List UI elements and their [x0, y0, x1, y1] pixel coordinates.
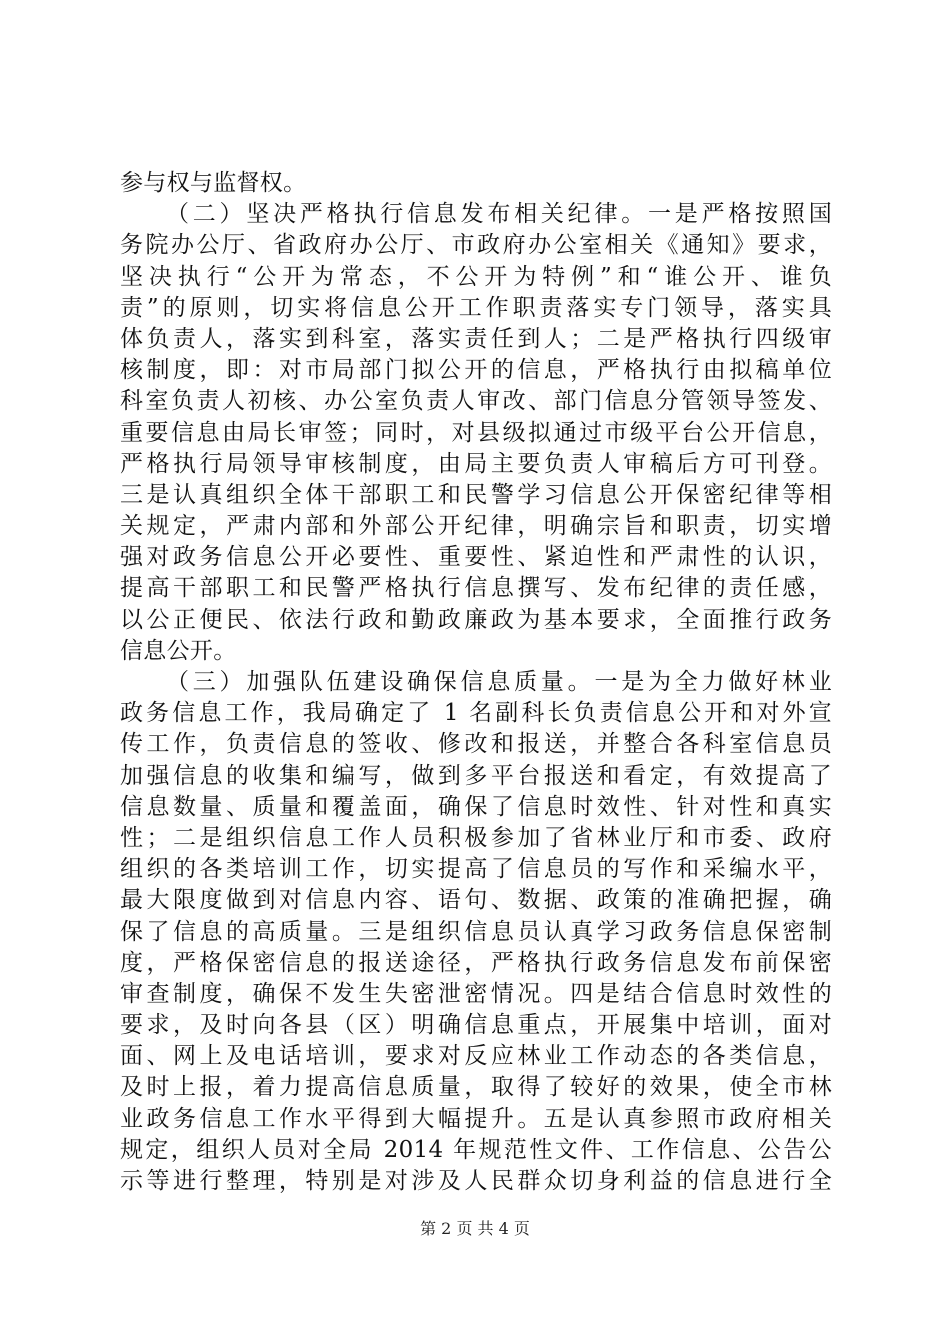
text-line: 体负责人，落实到科室，落实责任到人；二是严格执行四级审: [120, 325, 832, 352]
text-line: 加强信息的收集和编写，做到多平台报送和看定，有效提高了: [120, 762, 832, 789]
text-line: 最大限度做到对信息内容、语句、数据、政策的准确把握，确: [120, 887, 832, 914]
text-line: 重要信息由局长审签；同时，对县级拟通过市级平台公开信息，: [120, 419, 832, 446]
text-line: 要求，及时向各县（区）明确信息重点，开展集中培训，面对: [120, 1012, 832, 1039]
text-line: 参与权与监督权。: [120, 170, 307, 196]
text-line: 传工作，负责信息的签收、修改和报送，并整合各科室信息员: [120, 731, 832, 758]
page-number-label: 第 2 页 共 4 页: [420, 1219, 530, 1238]
text-line: 信息公开。: [120, 637, 237, 664]
text-line: （二）坚决严格执行信息发布相关纪律。一是严格按照国: [166, 201, 832, 228]
text-line: 规定，组织人员对全局 2014 年规范性文件、工作信息、公告公: [120, 1136, 832, 1163]
document-body: [120, 168, 832, 1197]
text-line: 信息数量、质量和覆盖面，确保了信息时效性、针对性和真实: [120, 793, 832, 820]
text-line: 科室负责人初核、办公室负责人审改、部门信息分管领导签发、: [120, 388, 832, 415]
text-line: 三是认真组织全体干部职工和民警学习信息公开保密纪律等相: [120, 481, 832, 508]
text-line: 保了信息的高质量。三是组织信息员认真学习政务信息保密制: [120, 918, 832, 945]
text-line: 示等进行整理，特别是对涉及人民群众切身利益的信息进行全: [120, 1168, 832, 1194]
text-line: 政务信息工作，我局确定了 1 名副科长负责信息公开和对外宣: [120, 700, 832, 727]
text-line: 审查制度，确保不发生失密泄密情况。四是结合信息时效性的: [120, 980, 832, 1007]
text-line: 提高干部职工和民警严格执行信息撰写、发布纪律的责任感，: [120, 575, 832, 602]
text-line: 面、网上及电话培训，要求对反应林业工作动态的各类信息，: [120, 1043, 832, 1070]
text-line: 核制度，即：对市局部门拟公开的信息，严格执行由拟稿单位: [120, 357, 832, 384]
page-footer: [0, 1216, 950, 1239]
text-line: 业政务信息工作水平得到大幅提升。五是认真参照市政府相关: [120, 1105, 832, 1132]
text-line: 组织的各类培训工作，切实提高了信息员的写作和采编水平，: [120, 856, 832, 883]
text-line: 以公正便民、依法行政和勤政廉政为基本要求，全面推行政务: [120, 606, 832, 633]
text-line: 及时上报，着力提高信息质量，取得了较好的效果，使全市林: [120, 1074, 832, 1101]
text-line: 务院办公厅、省政府办公厅、市政府办公室相关《通知》要求，: [120, 232, 832, 259]
text-line: （三）加强队伍建设确保信息质量。一是为全力做好林业: [166, 669, 832, 695]
text-line: 关规定，严肃内部和外部公开纪律，明确宗旨和职责，切实增: [120, 513, 832, 540]
text-line: 坚决执行“公开为常态，不公开为特例”和“谁公开、谁负: [120, 263, 832, 290]
text-line: 严格执行局领导审核制度，由局主要负责人审稿后方可刊登。: [120, 450, 832, 477]
text-line: 强对政务信息公开必要性、重要性、紧迫性和严肃性的认识，: [120, 544, 832, 571]
text-line: 责”的原则，切实将信息公开工作职责落实专门领导，落实具: [120, 294, 832, 321]
text-line: 性；二是组织信息工作人员积极参加了省林业厅和市委、政府: [120, 824, 832, 851]
text-line: 度，严格保密信息的报送途径，严格执行政务信息发布前保密: [120, 949, 832, 976]
